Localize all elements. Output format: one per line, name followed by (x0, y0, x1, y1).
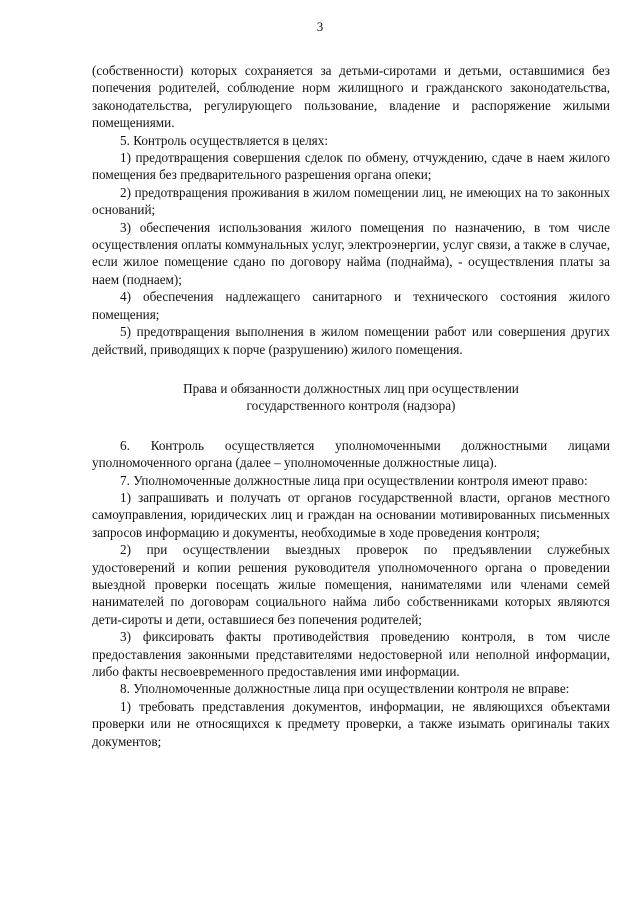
list-item-ensure-proper-use: 3) обеспечения использования жилого помещения по назначению, в том числе осуществления оплаты коммунальных услуг, электроэнергии, услуг связи, а также в случае, если жилое помещение сдано по договору найма (поднайма), - осуществления платы за наем (поднаем); (92, 219, 610, 287)
page-number: 3 (316, 19, 324, 34)
paragraph-official-rights: 7. Уполномоченные должностные лица при осуществлении контроля имеют право: (120, 472, 588, 488)
list-item-request-information: 1) запрашивать и получать от органов государственной власти, органов местного самоуправления, юридических лиц и граждан на основании мотивированных письменных запросов информацию и документы, необходимые в ходе проведения контроля; (92, 489, 610, 540)
list-item-site-inspections: 2) при осуществлении выездных проверок по предъявлении служебных удостоверений и копии решения руководителя уполномоченного органа о проведении выездной проверки посещать жилые помещения, нанимателями или членами семей нанимателей по договорам социального найма либо собственниками которых являются дети-сироты и дети, оставшиеся без попечения родителей; (92, 542, 610, 627)
paragraph-control-by-officials: 6. Контроль осуществляется уполномоченными должностными лицами уполномоченного органа (далее – уполномоченные должностные лица). (92, 437, 610, 471)
list-item-prevent-unlawful-residence: 2) предотвращения проживания в жилом помещении лиц, не имеющих на то законных оснований; (92, 184, 610, 218)
paragraph-official-restrictions: 8. Уполномоченные должностные лица при осуществлении контроля не вправе: (120, 681, 570, 697)
list-item-record-obstruction: 3) фиксировать факты противодействия проведению контроля, в том числе предоставления законными представителями недостоверной или неполной информации, либо факты несвоевременного предоставления ими информации. (92, 629, 610, 679)
list-item-sanitary-condition: 4) обеспечения надлежащего санитарного и технического состояния жилого помещения; (92, 289, 610, 322)
paragraph-ownership-continuation: (собственности) которых сохраняется за детьми-сиротами и детьми, оставшимися без попечения родителей, соблюдение норм жилищного и гражданского законодательства, законодательства, регулирующего пользование, владение и распоряжение жилыми помещениями. (92, 63, 610, 131)
section-heading-line-2: государственного контроля (надзора) (246, 398, 456, 414)
list-item-prevent-transactions: 1) предотвращения совершения сделок по обмену, отчуждению, сдаче в наем жилого помещения без предварительного разрешения органа опеки; (92, 150, 610, 183)
list-item-prevent-damage: 5) предотвращения выполнения в жилом помещении работ или совершения других действий, приводящих к порче (разрушению) жилого помещения. (92, 324, 610, 357)
section-heading-line-1: Права и обязанности должностных лиц при осуществлении (183, 380, 519, 396)
list-item-document-request-restriction: 1) требовать представления документов, информации, не являющихся объектами проверки или не относящихся к предмету проверки, а также изымать оригиналы таких документов; (92, 698, 610, 749)
paragraph-control-purposes: 5. Контроль осуществляется в целях: (120, 132, 328, 148)
section-heading (92, 380, 610, 415)
document-body (92, 62, 610, 750)
